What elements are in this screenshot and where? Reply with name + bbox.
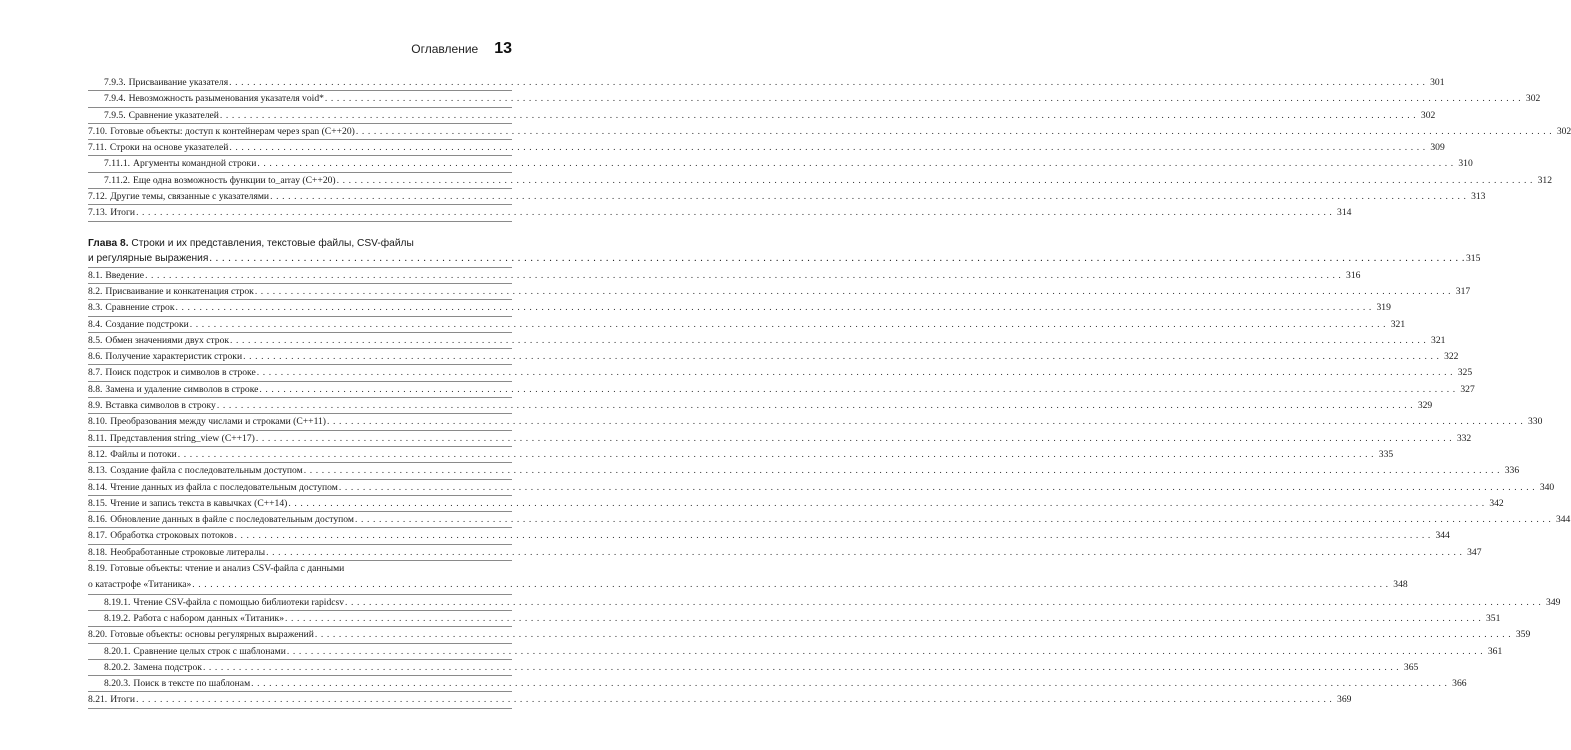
toc-entry-page: 325 bbox=[1457, 367, 1473, 379]
toc-entry-page: 336 bbox=[1504, 465, 1520, 477]
toc-entry-page: 348 bbox=[1393, 579, 1408, 591]
toc-entry-page: 340 bbox=[1539, 481, 1555, 493]
toc-entry-title: Вставка символов в строку bbox=[105, 400, 216, 412]
toc-entry-title: Готовые объекты: основы регулярных выражений bbox=[110, 629, 314, 641]
toc-entry-number: 7.13. bbox=[88, 207, 108, 219]
toc-section-chapter-8 bbox=[88, 268, 1571, 709]
toc-entry-number: 8.9. bbox=[88, 400, 103, 412]
toc-entry-title: Сравнение целых строк с шаблонами bbox=[133, 645, 286, 657]
toc-entry-page: 359 bbox=[1515, 629, 1531, 641]
toc-entry-page: 314 bbox=[1337, 207, 1352, 219]
dot-leader: . . . . . . . . . . . . . . . . . . . . . . . . . . . . . . . . . . . . . . . . . . . . . . . . . . . . . . . . . . . . . . . . . . . . . . . . . . . . . . . . . . . . . . . . . . . . . . . . . . . . . . . . . . . . . . . . . . . . . . . . . . . . . . . . . . . . . . . . . . . . . . . . . . . . . . . . . . . . . . . . . . . . . . . . . . . . . . . . . . . . . . . . . . . . . . . . . . . . . . . . bbox=[177, 448, 1375, 460]
toc-entry[interactable] bbox=[88, 382, 1475, 398]
dot-leader: . . . . . . . . . . . . . . . . . . . . . . . . . . . . . . . . . . . . . . . . . . . . . . . . . . . . . . . . . . . . . . . . . . . . . . . . . . . . . . . . . . . . . . . . . . . . . . . . . . . . . . . . . . . . . . . . . . . . . . . . . . . . . . . . . . . . . . . . . . . . . . . . . . . . . . . . . . . . . . . . . . . . . . . . . . . . . . . . . . . . . . . . . . . . . . . . . . . . . . . . bbox=[229, 77, 1426, 88]
dot-leader: . . . . . . . . . . . . . . . . . . . . . . . . . . . . . . . . . . . . . . . . . . . . . . . . . . . . . . . . . . . . . . . . . . . . . . . . . . . . . . . . . . . . . . . . . . . . . . . . . . . . . . . . . . . . . . . . . . . . . . . . . . . . . . . . . . . . . . . . . . . . . . . . . . . . . . . . . . . . . . . . . . . . . . . . . . . . . . . . . . . . . . . . . . . . . . . . . . . . . . . . bbox=[192, 579, 1389, 591]
toc-entry[interactable] bbox=[88, 447, 1394, 463]
toc-entry-title: Обмен значениями двух строк bbox=[105, 334, 230, 346]
toc-entry-page: 342 bbox=[1489, 497, 1504, 509]
toc-entry-number: 8.5. bbox=[88, 334, 103, 346]
dot-leader: . . . . . . . . . . . . . . . . . . . . . . . . . . . . . . . . . . . . . . . . . . . . . . . . . . . . . . . . . . . . . . . . . . . . . . . . . . . . . . . . . . . . . . . . . . . . . . . . . . . . . . . . . . . . . . . . . . . . . . . . . . . . . . . . . . . . . . . . . . . . . . . . . . . . . . . . . . . . . . . . . . . . . . . . . . . . . . . . . . . . . . . . . . . . . . . . . . . . . . . . bbox=[257, 158, 1454, 170]
toc-entry-number: 8.20. bbox=[88, 629, 108, 641]
toc-entry-page: 347 bbox=[1467, 546, 1482, 558]
toc-entry-page: 349 bbox=[1546, 596, 1561, 608]
toc-entry-number: 7.11.1. bbox=[104, 158, 131, 170]
toc-entry-title: Другие темы, связанные с указателями bbox=[110, 191, 270, 203]
chapter-title-line1: Строки и их представления, текстовые файлы, CSV-файлы bbox=[131, 237, 414, 249]
toc-entry-number: 7.9.4. bbox=[104, 93, 126, 105]
toc-entry[interactable] bbox=[88, 108, 1436, 124]
toc-entry-number: 8.2. bbox=[88, 285, 103, 297]
toc-entry-title: Преобразования между числами и строками (C++11) bbox=[110, 416, 326, 428]
toc-entry-page: 317 bbox=[1455, 285, 1471, 297]
toc-entry-page: 322 bbox=[1444, 351, 1459, 363]
toc-entry[interactable] bbox=[88, 300, 1391, 316]
toc-entry-number: 7.10. bbox=[88, 125, 108, 137]
toc-entry-number: 8.8. bbox=[88, 383, 103, 395]
toc-entry[interactable] bbox=[88, 333, 1446, 349]
toc-entry[interactable] bbox=[88, 627, 1531, 643]
toc-entry[interactable] bbox=[88, 595, 1561, 611]
page-number: 13 bbox=[494, 40, 512, 57]
toc-entry-title: Файлы и потоки bbox=[110, 448, 177, 460]
toc-entry[interactable] bbox=[88, 75, 1445, 91]
toc-entry-page: 332 bbox=[1456, 432, 1472, 444]
dot-leader: . . . . . . . . . . . . . . . . . . . . . . . . . . . . . . . . . . . . . . . . . . . . . . . . . . . . . . . . . . . . . . . . . . . . . . . . . . . . . . . . . . . . . . . . . . . . . . . . . . . . . . . . . . . . . . . . . . . . . . . . . . . . . . . . . . . . . . . . . . . . . . . . . . . . . . . . . . . . . . . . . . . . . . . . . . . . . . . . . . . . . . . . . . . . . . . . . . . . . . . . bbox=[175, 302, 1372, 314]
dot-leader: . . . . . . . . . . . . . . . . . . . . . . . . . . . . . . . . . . . . . . . . . . . . . . . . . . . . . . . . . . . . . . . . . . . . . . . . . . . . . . . . . . . . . . . . . . . . . . . . . . . . . . . . . . . . . . . . . . . . . . . . . . . . . . . . . . . . . . . . . . . . . . . . . . . . . . . . . . . . . . . . . . . . . . . . . . . . . . . . . . . . . . . . . . . . . . . . . . . . . . . . bbox=[255, 432, 1453, 444]
running-header-title: Оглавление bbox=[411, 42, 479, 56]
toc-entry-title: Аргументы командной строки bbox=[133, 158, 257, 170]
dot-leader: . . . . . . . . . . . . . . . . . . . . . . . . . . . . . . . . . . . . . . . . . . . . . . . . . . . . . . . . . . . . . . . . . . . . . . . . . . . . . . . . . . . . . . . . . . . . . . . . . . . . . . . . . . . . . . . . . . . . . . . . . . . . . . . . . . . . . . . . . . . . . . . . . . . . . . . . . . . . . . . . . . . . . . . . . . . . . . . . . . . . . . . . . . . . . . . . . . . . . . . . bbox=[354, 514, 1552, 526]
toc-entry-page: 329 bbox=[1417, 400, 1433, 412]
table-of-contents bbox=[88, 75, 1571, 709]
toc-entry-number: 8.20.2. bbox=[104, 661, 131, 673]
toc-entry-number: 8.13. bbox=[88, 465, 108, 477]
dot-leader: . . . . . . . . . . . . . . . . . . . . . . . . . . . . . . . . . . . . . . . . . . . . . . . . . . . . . . . . . . . . . . . . . . . . . . . . . . . . . . . . . . . . . . . . . . . . . . . . . . . . . . . . . . . . . . . . . . . . . . . . . . . . . . . . . . . . . . . . . . . . . . . . . . . . . . . . . . . . . . . . . . . . . . . . . . . . . . . . . . . . . . . . . . . . . . . . . . . . . . . . bbox=[259, 383, 1456, 395]
dot-leader: . . . . . . . . . . . . . . . . . . . . . . . . . . . . . . . . . . . . . . . . . . . . . . . . . . . . . . . . . . . . . . . . . . . . . . . . . . . . . . . . . . . . . . . . . . . . . . . . . . . . . . . . . . . . . . . . . . . . . . . . . . . . . . . . . . . . . . . . . . . . . . . . . . . . . . . . . . . . . . . . . . . . . . . . . . . . . . . . . . . . . . . . . . . . . . . . . . . . . . . . bbox=[136, 207, 1333, 219]
toc-entry-number: 7.11. bbox=[88, 142, 107, 154]
toc-entry-number: 8.14. bbox=[88, 481, 108, 493]
dot-leader: . . . . . . . . . . . . . . . . . . . . . . . . . . . . . . . . . . . . . . . . . . . . . . . . . . . . . . . . . . . . . . . . . . . . . . . . . . . . . . . . . . . . . . . . . . . . . . . . . . . . . . . . . . . . . . . . . . . . . . . . . . . . . . . . . . . . . . . . . . . . . . . . . . . . . . . . . . . . . . . . . . . . . . . . . . . . . . . . . . . . . . . . . . . . . . . . . . . . . . . . bbox=[219, 109, 1417, 121]
toc-entry-title: Поиск подстрок и символов в строке bbox=[105, 367, 256, 379]
dot-leader: . . . . . . . . . . . . . . . . . . . . . . . . . . . . . . . . . . . . . . . . . . . . . . . . . . . . . . . . . . . . . . . . . . . . . . . . . . . . . . . . . . . . . . . . . . . . . . . . . . . . . . . . . . . . . . . . . . . . . . . . . . . . . . . . . . . . . . . . . . . . . . . . . . . . . . . . . . . . . . . . . . . . . . . . . . . . . . . . . . . . . . . . . . . . . . . . . . . . . . . . bbox=[243, 351, 1440, 363]
toc-entry-number: 8.20.3. bbox=[104, 678, 131, 690]
toc-entry[interactable] bbox=[88, 205, 1352, 221]
toc-entry-page: 344 bbox=[1435, 530, 1450, 542]
toc-entry[interactable] bbox=[88, 414, 1543, 430]
toc-entry-number: 8.10. bbox=[88, 416, 108, 428]
toc-entry-title: Создание файла с последовательным доступом bbox=[110, 465, 303, 477]
toc-entry-title-line1: Готовые объекты: чтение и анализ CSV-файла с данными bbox=[110, 563, 345, 575]
toc-entry-title: Готовые объекты: доступ к контейнерам через span (C++20) bbox=[110, 125, 355, 137]
dot-leader: . . . . . . . . . . . . . . . . . . . . . . . . . . . . . . . . . . . . . . . . . . . . . . . . . . . . . . . . . . . . . . . . . . . . . . . . . . . . . . . . . . . . . . . . . . . . . . . . . . . . . . . . . . . . . . . . . . . . . . . . . . . . . . . . . . . . . . . . . . . . . . . . . . . . . . . . . . . . . . . . . . . . . . . . . . . . . . . . . . . . . . . . . . . . . . . . . . . . . . . . bbox=[314, 629, 1512, 641]
toc-entry-number: 8.20.1. bbox=[104, 645, 131, 657]
toc-entry-number: 7.11.2. bbox=[104, 174, 131, 186]
toc-entry-page: 309 bbox=[1430, 142, 1445, 154]
toc-entry-title: Итоги bbox=[110, 694, 136, 706]
toc-entry-title: Строки на основе указателей bbox=[109, 142, 229, 154]
dot-leader: . . . . . . . . . . . . . . . . . . . . . . . . . . . . . . . . . . . . . . . . . . . . . . . . . . . . . . . . . . . . . . . . . . . . . . . . . . . . . . . . . . . . . . . . . . . . . . . . . . . . . . . . . . . . . . . . . . . . . . . . . . . . . . . . . . . . . . . . . . . . . . . . . . . . . . . . . . . . . . . . . . . . . . . . . . . . . . . . . . . . . . . . . . . . . . . . . . . . . . . . bbox=[286, 645, 1484, 657]
toc-entry-title: Введение bbox=[105, 269, 145, 281]
toc-entry-title: Присваивание указателя bbox=[128, 77, 229, 88]
toc-entry[interactable] bbox=[88, 496, 1504, 512]
toc-entry[interactable] bbox=[88, 545, 1482, 561]
toc-entry[interactable] bbox=[88, 512, 1571, 528]
dot-leader: . . . . . . . . . . . . . . . . . . . . . . . . . . . . . . . . . . . . . . . . . . . . . . . . . . . . . . . . . . . . . . . . . . . . . . . . . . . . . . . . . . . . . . . . . . . . . . . . . . . . . . . . . . . . . . . . . . . . . . . . . . . . . . . . . . . . . . . . . . . . . . . . . . . . . . . . . . . . . . . . . . . . . . . . . . . . . . . . . . . . . . . . . . . . . . . . . . . . . . . . bbox=[256, 367, 1454, 379]
dot-leader: . . . . . . . . . . . . . . . . . . . . . . . . . . . . . . . . . . . . . . . . . . . . . . . . . . . . . . . . . . . . . . . . . . . . . . . . . . . . . . . . . . . . . . . . . . . . . . . . . . . . . . . . . . . . . . . . . . . . . . . . . . . . . . . . . . . . . . . . . . . . . . . . . . . . . . . . . . . . . . . . . . . . . . . . . . . . . . . . . . . . . . . . . . . . . . . . . . . . . . . . bbox=[345, 596, 1542, 608]
toc-entry-page: 302 bbox=[1556, 125, 1571, 137]
toc-entry[interactable] bbox=[88, 528, 1450, 544]
dot-leader: . . . . . . . . . . . . . . . . . . . . . . . . . . . . . . . . . . . . . . . . . . . . . . . . . . . . . . . . . . . . . . . . . . . . . . . . . . . . . . . . . . . . . . . . . . . . . . . . . . . . . . . . . . . . . . . . . . . . . . . . . . . . . . . . . . . . . . . . . . . . . . . . . . . . . . . . . . . . . . . . . . . . . . . . . . . . . . . . . . . . . . . . . . . . . . . . . . . . . . . . bbox=[136, 694, 1333, 706]
toc-entry-title: Чтение CSV-файла с помощью библиотеки rapidcsv bbox=[133, 596, 345, 608]
toc-entry[interactable] bbox=[88, 463, 1520, 479]
toc-entry-title: Необработанные строковые литералы bbox=[110, 546, 266, 558]
toc-entry[interactable] bbox=[88, 317, 1406, 333]
dot-leader: . . . . . . . . . . . . . . . . . . . . . . . . . . . . . . . . . . . . . . . . . . . . . . . . . . . . . . . . . . . . . . . . . . . . . . . . . . . . . . . . . . . . . . . . . . . . . . . . . . . . . . . . . . . . . . . . . . . . . . . . . . . . . . . . . . . . . . . . . . . . . . . . . . . . . . . . . . . . . . . . . . . . . . . . . . . . . . . . . . . . . . . . . . . . . . . . . . . . . . . . bbox=[216, 400, 1414, 412]
toc-entry[interactable] bbox=[88, 124, 1571, 140]
toc-entry-page: 361 bbox=[1487, 645, 1503, 657]
toc-entry[interactable] bbox=[88, 692, 1352, 708]
toc-entry-number: 8.3. bbox=[88, 302, 103, 314]
dot-leader: . . . . . . . . . . . . . . . . . . . . . . . . . . . . . . . . . . . . . . . . . . . . . . . . . . . . . . . . . . . . . . . . . . . . . . . . . . . . . . . . . . . . . . . . . . . . . . . . . . . . . . . . . . . . . . . . . . . . . . . . . . . . . . . . . . . . . . . . . . . . . . . . . . . . . . . . . . . . . . . . . . . . . . . . . . . . . . . . . . . . . . . . . . . . . . . . . . . . . . . . bbox=[251, 678, 1448, 690]
dot-leader: . . . . . . . . . . . . . . . . . . . . . . . . . . . . . . . . . . . . . . . . . . . . . . . . . . . . . . . . . . . . . . . . . . . . . . . . . . . . . . . . . . . . . . . . . . . . . . . . . . . . . . . . . . . . . . . . . . . . . . . . . . . . . . . . . . . . . . . . . . . . . . . . . . . . . . . . . . . . . . . . . . . . . . . . . . . . . . . . . . . . . . . . . . . . . . . . . . . . . . . . bbox=[229, 142, 1426, 154]
toc-entry[interactable] bbox=[88, 284, 1471, 300]
toc-entry-page: 301 bbox=[1430, 77, 1445, 88]
toc-entry-title: Получение характеристик строки bbox=[105, 351, 243, 363]
toc-entry-page: 319 bbox=[1376, 302, 1391, 314]
toc-entry[interactable] bbox=[88, 644, 1503, 660]
dot-leader: . . . . . . . . . . . . . . . . . . . . . . . . . . . . . . . . . . . . . . . . . . . . . . . . . . . . . . . . . . . . . . . . . . . . . . . . . . . . . . . . . . . . . . . . . . . . . . . . . . . . . . . . . . . . . . . . . . . . . . . . . . . . . . . . . . . . . . . . . . . . . . . . . . . . . . . . . . . . . . . . . . . . . . . . . . . . . . . . . . . . . . . . . . . . . . . . . . . . . . . . bbox=[324, 93, 1522, 105]
dot-leader: . . . . . . . . . . . . . . . . . . . . . . . . . . . . . . . . . . . . . . . . . . . . . . . . . . . . . . . . . . . . . . . . . . . . . . . . . . . . . . . . . . . . . . . . . . . . . . . . . . . . . . . . . . . . . . . . . . . . . . . . . . . . . . . . . . . . . . . . . . . . . . . . . . . . . . . . . . . . . . . . . . . . . . . . . . . . . . . . . . . . . . . . . . . . . . . . . . . . . . . . bbox=[338, 481, 1536, 493]
toc-entry-title: Создание подстроки bbox=[105, 318, 189, 330]
toc-entry-page: 321 bbox=[1390, 318, 1406, 330]
toc-entry-title: Работа с набором данных «Титаник» bbox=[133, 612, 285, 624]
toc-entry-page: 330 bbox=[1527, 416, 1543, 428]
dot-leader: . . . . . . . . . . . . . . . . . . . . . . . . . . . . . . . . . . . . . . . . . . . . . . . . . . . . . . . . . . . . . . . . . . . . . . . . . . . . . . . . . . . . . . . . . . . . . . . . . . . . . . . . . . . . . . . . . . . . . . . . . . . . . . . . . . . . . . . . . . . . . . . . . . . . . . . . . . . . . . . . . . . . . . . . . . . . . . . . . . . . . . . . . . . . . . . . . . . . . . . . bbox=[234, 530, 1431, 542]
toc-entry-number: 8.12. bbox=[88, 448, 108, 460]
toc-entry-title: о катастрофе «Титаника» bbox=[88, 579, 192, 591]
toc-entry[interactable] bbox=[88, 398, 1433, 414]
dot-leader: . . . . . . . . . . . . . . . . . . . . . . . . . . . . . . . . . . . . . . . . . . . . . . . . . . . . . . . . . . . . . . . . . . . . . . . . . . . . . . . . . . . . . . . . . . . . . . . . . . . . . . . . . . . . . . . . . . . . . . . . . . . . . . . . . . . . . . . . . . . . . . . . . . . . . . . . . . . . . . . . . . . . . . . . . . . . . . . . . . . . . . . . . . . . . . . . . . . . . . . . bbox=[355, 125, 1553, 137]
toc-entry-page: 310 bbox=[1458, 158, 1473, 170]
chapter-heading[interactable] bbox=[88, 236, 1481, 268]
dot-leader: . . . . . . . . . . . . . . . . . . . . . . . . . . . . . . . . . . . . . . . . . . . . . . . . . . . . . . . . . . . . . . . . . . . . . . . . . . . . . . . . . . . . . . . . . . . . . . . . . . . . . . . . . . . . . . . . . . . . . . . . . . . . . . . . . . . . . . . . . . . . . . . . . . . . . . . . . . . . . . . . . . . . . . . . . . . . . . . . . . . . . . . . . . . . . . . . . . . . . . . . bbox=[285, 612, 1482, 624]
toc-entry-title: Невозможность разыменования указателя void* bbox=[128, 93, 324, 105]
toc-entry-page: 366 bbox=[1452, 678, 1467, 690]
toc-entry-page: 335 bbox=[1378, 448, 1394, 460]
dot-leader: . . . . . . . . . . . . . . . . . . . . . . . . . . . . . . . . . . . . . . . . . . . . . . . . . . . . . . . . . . . . . . . . . . . . . . . . . . . . . . . . . . . . . . . . . . . . . . . . . . . . . . . . . . . . . . . . . . . . . . . . . . . . . . . . . . . . . . . . . . . . . . . . . . . . . . . . . . . . . . . . . . . . . . . . . . . . . . . . . . . . . . . . . . . . . . . . . . . . . . . . bbox=[266, 546, 1463, 558]
toc-entry-title: Представления string_view (C++17) bbox=[109, 432, 255, 444]
toc-entry-title: Замена и удаление символов в строке bbox=[105, 383, 259, 395]
toc-entry-page: 365 bbox=[1403, 661, 1419, 673]
toc-entry[interactable] bbox=[88, 676, 1467, 692]
toc-entry[interactable] bbox=[88, 611, 1501, 627]
toc-entry-page: 321 bbox=[1431, 334, 1446, 346]
toc-entry-title: Чтение данных из файла с последовательным доступом bbox=[110, 481, 338, 493]
toc-entry-page: 302 bbox=[1420, 109, 1436, 121]
chapter-title-line2: и регулярные выражения bbox=[88, 252, 209, 264]
chapter-page: 315 bbox=[1466, 252, 1481, 264]
toc-entry[interactable] bbox=[88, 480, 1555, 496]
dot-leader: . . . . . . . . . . . . . . . . . . . . . . . . . . . . . . . . . . . . . . . . . . . . . . . . . . . . . . . . . . . . . . . . . . . . . . . . . . . . . . . . . . . . . . . . . . . . . . . . . . . . . . . . . . . . . . . . . . . . . . . . . . . . . . . . . . . . . . . . . . . . . . . . . . . . . . . . . . . . . . . . . . . . . . . . . . . . . . . . . . . . . . . . . . . . . . . . . . . . . . . . bbox=[145, 269, 1342, 281]
toc-entry[interactable] bbox=[88, 561, 1408, 595]
toc-entry[interactable] bbox=[88, 91, 1541, 107]
toc-entry-page: 327 bbox=[1460, 383, 1475, 395]
dot-leader: . . . . . . . . . . . . . . . . . . . . . . . . . . . . . . . . . . . . . . . . . . . . . . . . . . . . . . . . . . . . . . . . . . . . . . . . . . . . . . . . . . . . . . . . . . . . . . . . . . . . . . . . . . . . . . . . . . . . . . . . . . . . . . . . . . . . . . . . . . . . . . . . . . . . . . . . . . . . . . . . . . . . . . . . . . . . . . . . . . . . . . . . . . . . . . . . . . . . . . . . bbox=[209, 252, 1465, 264]
toc-entry-page: 344 bbox=[1555, 514, 1571, 526]
toc-entry-title: Итоги bbox=[110, 207, 136, 219]
toc-entry-number: 8.19.2. bbox=[104, 612, 131, 624]
dot-leader: . . . . . . . . . . . . . . . . . . . . . . . . . . . . . . . . . . . . . . . . . . . . . . . . . . . . . . . . . . . . . . . . . . . . . . . . . . . . . . . . . . . . . . . . . . . . . . . . . . . . . . . . . . . . . . . . . . . . . . . . . . . . . . . . . . . . . . . . . . . . . . . . . . . . . . . . . . . . . . . . . . . . . . . . . . . . . . . . . . . . . . . . . . . . . . . . . . . . . . . . bbox=[202, 661, 1400, 673]
toc-entry-page: 302 bbox=[1525, 93, 1541, 105]
toc-entry-number: 8.11. bbox=[88, 432, 107, 444]
toc-entry-title: Обновление данных в файле с последовательным доступом bbox=[110, 514, 354, 526]
dot-leader: . . . . . . . . . . . . . . . . . . . . . . . . . . . . . . . . . . . . . . . . . . . . . . . . . . . . . . . . . . . . . . . . . . . . . . . . . . . . . . . . . . . . . . . . . . . . . . . . . . . . . . . . . . . . . . . . . . . . . . . . . . . . . . . . . . . . . . . . . . . . . . . . . . . . . . . . . . . . . . . . . . . . . . . . . . . . . . . . . . . . . . . . . . . . . . . . . . . . . . . . bbox=[230, 334, 1427, 346]
toc-entry[interactable] bbox=[88, 156, 1473, 172]
page-header bbox=[411, 40, 512, 58]
toc-entry-number: 8.6. bbox=[88, 351, 103, 363]
toc-entry-number: 8.16. bbox=[88, 514, 108, 526]
toc-entry-number: 7.9.5. bbox=[104, 109, 126, 121]
toc-entry-title: Замена подстрок bbox=[133, 661, 202, 673]
toc-entry[interactable] bbox=[88, 268, 1361, 284]
toc-entry-number: 8.4. bbox=[88, 318, 103, 330]
toc-section-chapter-7 bbox=[88, 75, 1571, 222]
toc-entry-number: 8.19. bbox=[88, 563, 108, 575]
toc-entry-title: Сравнение указателей bbox=[128, 109, 219, 121]
toc-entry[interactable] bbox=[88, 431, 1472, 447]
dot-leader: . . . . . . . . . . . . . . . . . . . . . . . . . . . . . . . . . . . . . . . . . . . . . . . . . . . . . . . . . . . . . . . . . . . . . . . . . . . . . . . . . . . . . . . . . . . . . . . . . . . . . . . . . . . . . . . . . . . . . . . . . . . . . . . . . . . . . . . . . . . . . . . . . . . . . . . . . . . . . . . . . . . . . . . . . . . . . . . . . . . . . . . . . . . . . . . . . . . . . . . . bbox=[327, 416, 1524, 428]
toc-entry[interactable] bbox=[88, 173, 1553, 189]
toc-entry-number: 8.15. bbox=[88, 497, 108, 509]
toc-entry[interactable] bbox=[88, 189, 1486, 205]
toc-entry[interactable] bbox=[88, 140, 1445, 156]
dot-leader: . . . . . . . . . . . . . . . . . . . . . . . . . . . . . . . . . . . . . . . . . . . . . . . . . . . . . . . . . . . . . . . . . . . . . . . . . . . . . . . . . . . . . . . . . . . . . . . . . . . . . . . . . . . . . . . . . . . . . . . . . . . . . . . . . . . . . . . . . . . . . . . . . . . . . . . . . . . . . . . . . . . . . . . . . . . . . . . . . . . . . . . . . . . . . . . . . . . . . . . . bbox=[336, 174, 1534, 186]
toc-entry-number: 8.19.1. bbox=[104, 596, 131, 608]
toc-entry-number: 7.12. bbox=[88, 191, 108, 203]
toc-entry-number: 8.18. bbox=[88, 546, 108, 558]
toc-entry-number: 8.7. bbox=[88, 367, 103, 379]
toc-entry-number: 8.21. bbox=[88, 694, 108, 706]
toc-entry-title: Поиск в тексте по шаблонам bbox=[133, 678, 251, 690]
toc-entry[interactable] bbox=[88, 349, 1459, 365]
toc-entry-page: 312 bbox=[1537, 174, 1553, 186]
toc-entry[interactable] bbox=[88, 365, 1473, 381]
toc-entry-page: 369 bbox=[1337, 694, 1352, 706]
toc-entry-number: 8.1. bbox=[88, 269, 103, 281]
chapter-label: Глава 8. bbox=[88, 237, 129, 249]
toc-entry[interactable] bbox=[88, 660, 1419, 676]
toc-entry-page: 313 bbox=[1471, 191, 1486, 203]
toc-entry-page: 351 bbox=[1486, 612, 1501, 624]
dot-leader: . . . . . . . . . . . . . . . . . . . . . . . . . . . . . . . . . . . . . . . . . . . . . . . . . . . . . . . . . . . . . . . . . . . . . . . . . . . . . . . . . . . . . . . . . . . . . . . . . . . . . . . . . . . . . . . . . . . . . . . . . . . . . . . . . . . . . . . . . . . . . . . . . . . . . . . . . . . . . . . . . . . . . . . . . . . . . . . . . . . . . . . . . . . . . . . . . . . . . . . . bbox=[270, 191, 1467, 203]
toc-entry-page: 316 bbox=[1346, 269, 1361, 281]
toc-entry-title: Чтение и запись текста в кавычках (C++14) bbox=[110, 497, 288, 509]
toc-entry-number: 8.17. bbox=[88, 530, 108, 542]
toc-entry-title: Еще одна возможность функции to_array (C++20) bbox=[133, 174, 336, 186]
dot-leader: . . . . . . . . . . . . . . . . . . . . . . . . . . . . . . . . . . . . . . . . . . . . . . . . . . . . . . . . . . . . . . . . . . . . . . . . . . . . . . . . . . . . . . . . . . . . . . . . . . . . . . . . . . . . . . . . . . . . . . . . . . . . . . . . . . . . . . . . . . . . . . . . . . . . . . . . . . . . . . . . . . . . . . . . . . . . . . . . . . . . . . . . . . . . . . . . . . . . . . . . bbox=[189, 318, 1387, 330]
toc-entry-title: Обработка строковых потоков bbox=[110, 530, 234, 542]
dot-leader: . . . . . . . . . . . . . . . . . . . . . . . . . . . . . . . . . . . . . . . . . . . . . . . . . . . . . . . . . . . . . . . . . . . . . . . . . . . . . . . . . . . . . . . . . . . . . . . . . . . . . . . . . . . . . . . . . . . . . . . . . . . . . . . . . . . . . . . . . . . . . . . . . . . . . . . . . . . . . . . . . . . . . . . . . . . . . . . . . . . . . . . . . . . . . . . . . . . . . . . . bbox=[303, 465, 1501, 477]
dot-leader: . . . . . . . . . . . . . . . . . . . . . . . . . . . . . . . . . . . . . . . . . . . . . . . . . . . . . . . . . . . . . . . . . . . . . . . . . . . . . . . . . . . . . . . . . . . . . . . . . . . . . . . . . . . . . . . . . . . . . . . . . . . . . . . . . . . . . . . . . . . . . . . . . . . . . . . . . . . . . . . . . . . . . . . . . . . . . . . . . . . . . . . . . . . . . . . . . . . . . . . . bbox=[254, 285, 1452, 297]
toc-entry-number: 7.9.3. bbox=[104, 77, 126, 88]
dot-leader: . . . . . . . . . . . . . . . . . . . . . . . . . . . . . . . . . . . . . . . . . . . . . . . . . . . . . . . . . . . . . . . . . . . . . . . . . . . . . . . . . . . . . . . . . . . . . . . . . . . . . . . . . . . . . . . . . . . . . . . . . . . . . . . . . . . . . . . . . . . . . . . . . . . . . . . . . . . . . . . . . . . . . . . . . . . . . . . . . . . . . . . . . . . . . . . . . . . . . . . . bbox=[288, 497, 1485, 509]
toc-entry-title: Сравнение строк bbox=[105, 302, 175, 314]
toc-entry-title: Присваивание и конкатенация строк bbox=[105, 285, 254, 297]
